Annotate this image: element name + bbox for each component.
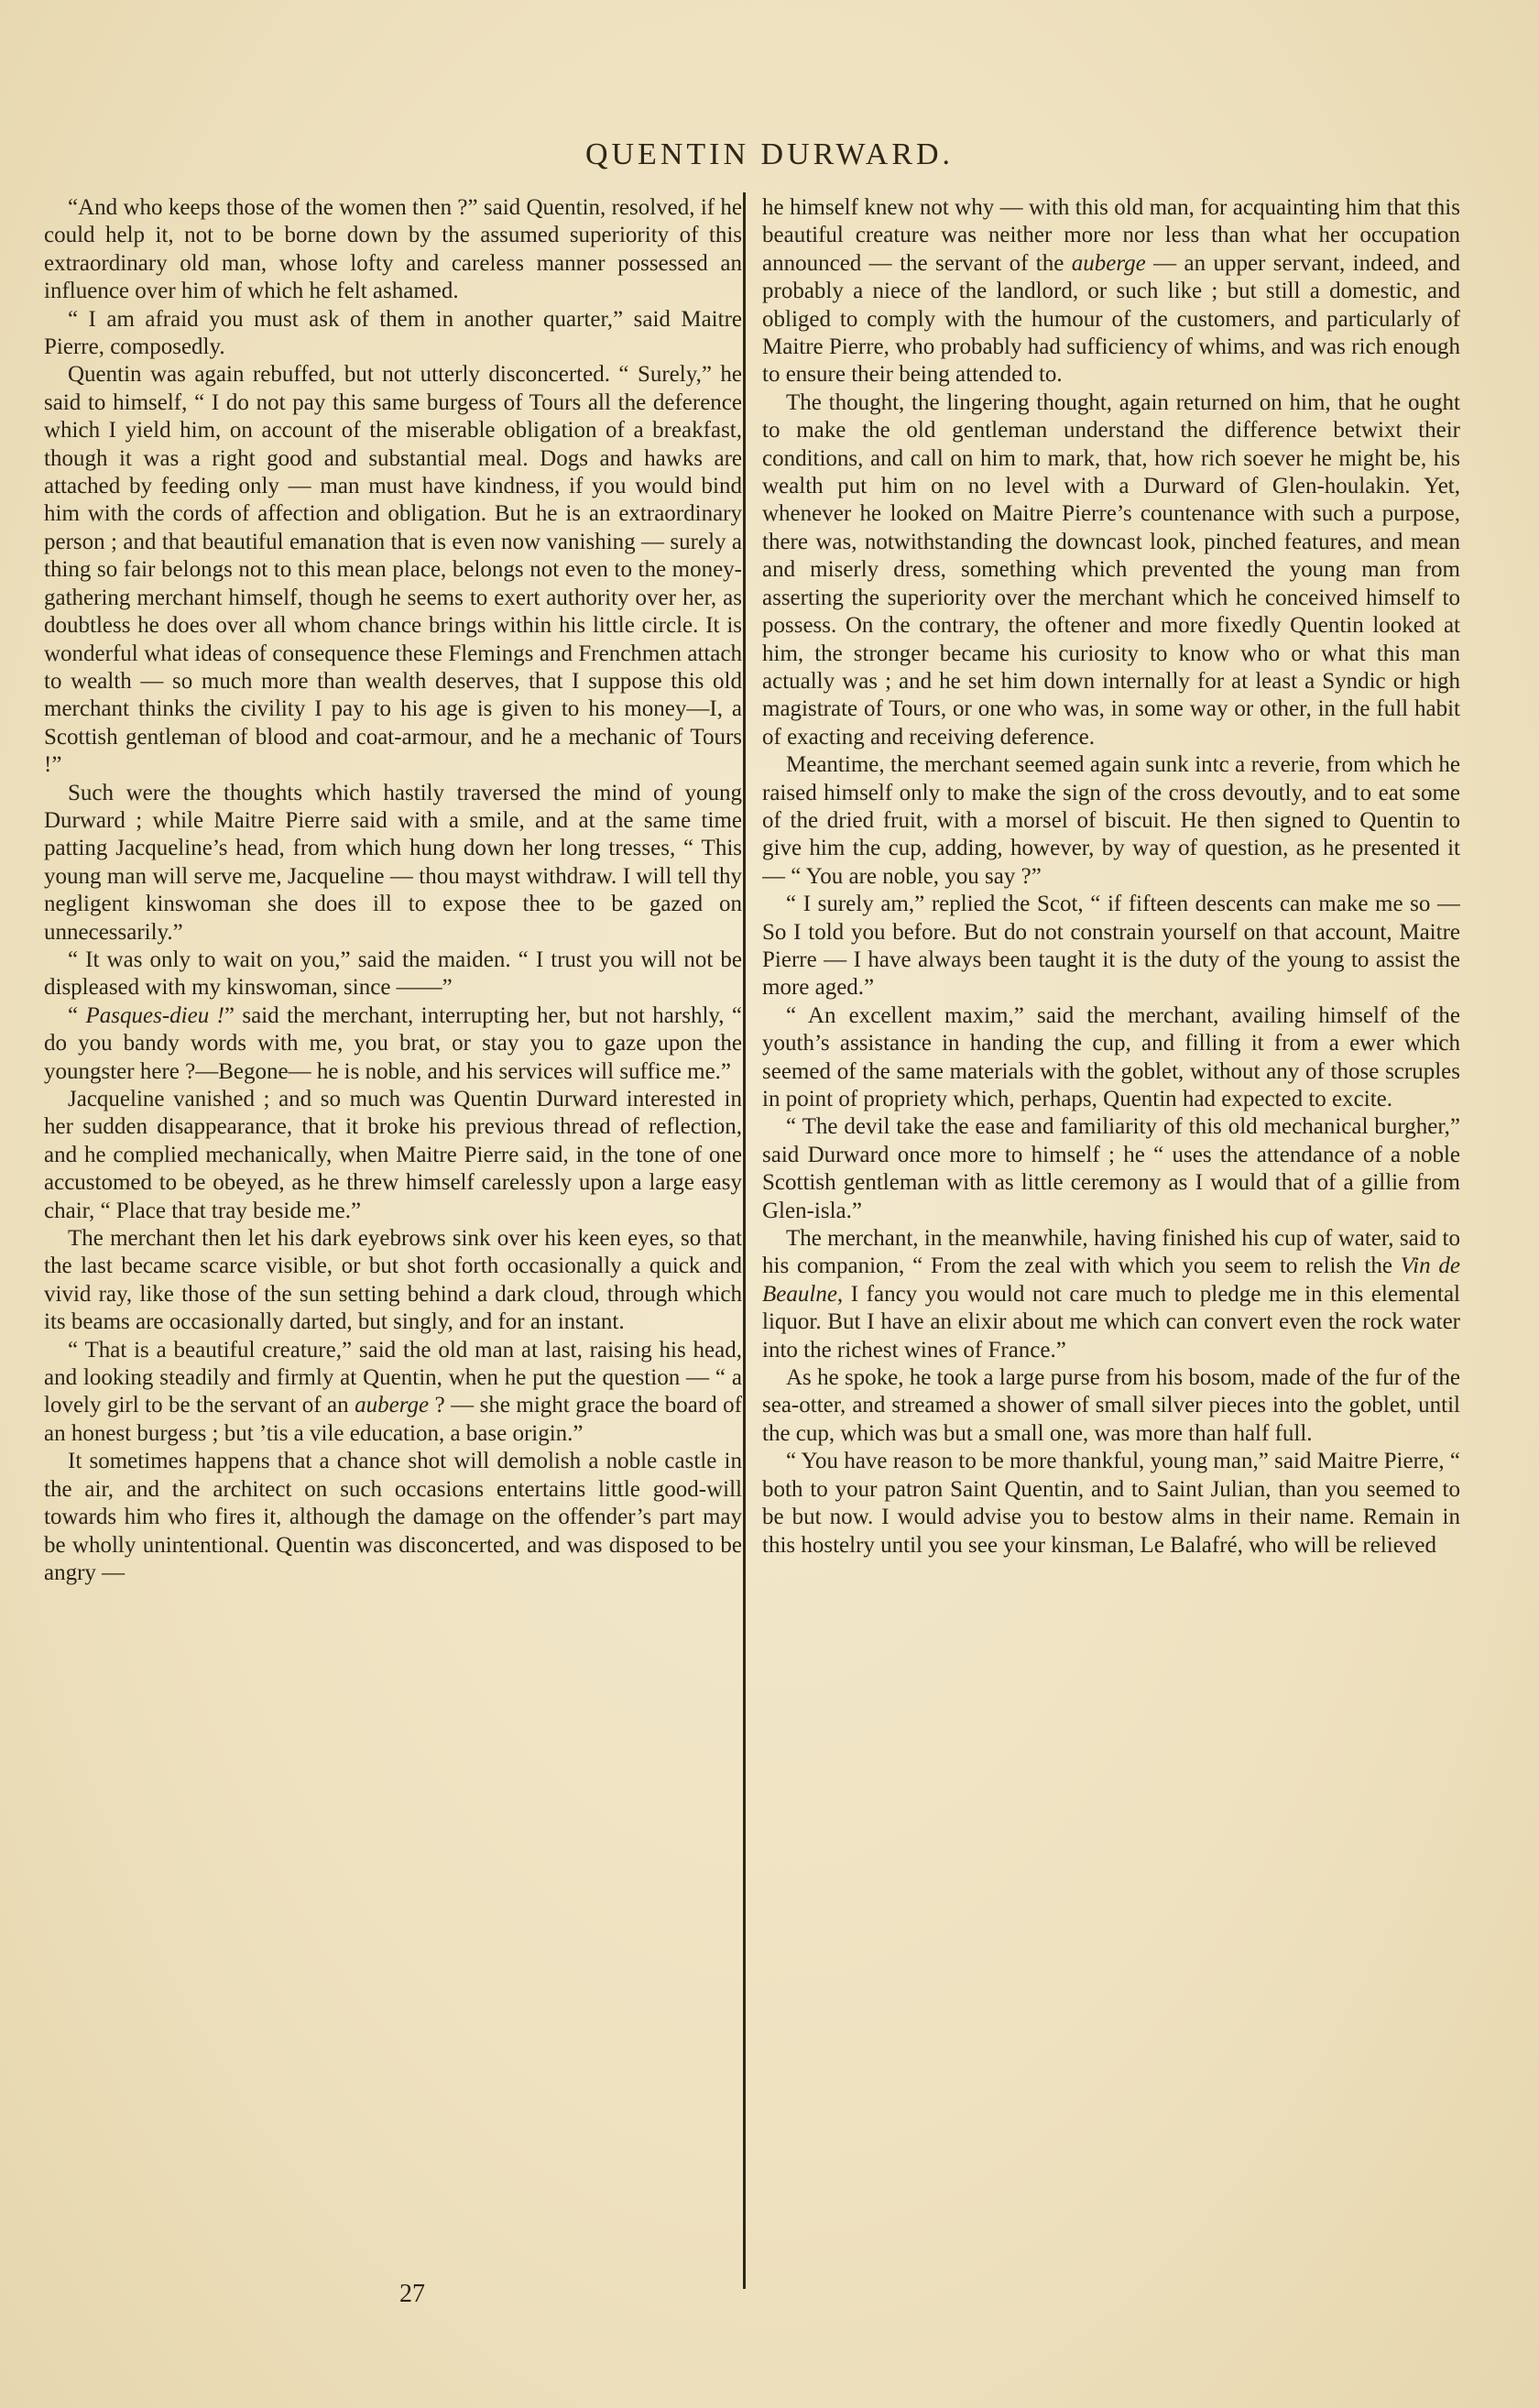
text-run: “ You have reason to be more thankful, young man,” said Maitre Pierre, “ both to your patron Saint Quentin, and to Saint Julian, than you seemed to be but now. I would advise you to bestow alms in their name. Remain in this hostelry until you see your kinsman, Le Balafré, who will be relieved	[762, 1449, 1460, 1558]
text-run: “And who keeps those of the women then ?” said Quentin, resolved, if he could help it, not to be borne down by the assumed superiority of this extraordinary old man, whose lofty and careless manner possessed an influence over him of which he felt ashamed.	[44, 195, 742, 304]
paragraph	[44, 1337, 742, 1449]
paragraph	[762, 1448, 1460, 1560]
text-run: — an upper servant, indeed, and probably a niece of the landlord, or such like ; but still a domestic, and obliged to comply with the humour of the customers, and particularly of Maitre Pierre, who probably had sufficiency of whims, and was rich enough to ensure their being attended to.	[762, 250, 1460, 388]
running-head: QUENTIN DURWARD.	[584, 137, 955, 171]
paragraph	[762, 1002, 1460, 1114]
text-run: ” said the merchant, interrupting her, but not harshly, “ do you bandy words with me, you brat, or stay you to gaze upon the youngster here ?—Begone— he is noble, and his services will suffice me.”	[44, 1002, 742, 1084]
text-run: “ It was only to wait on you,” said the maiden. “ I trust you will not be displeased with my kinswoman, since ——”	[44, 947, 742, 1001]
paragraph	[44, 1002, 742, 1086]
text-run: “ I surely am,” replied the Scot, “ if fifteen descents can make me so — So I told you before. But do not constrain yourself on that account, Maitre Pierre — I have always been taught it is the duty of the young to assist the more aged.”	[762, 892, 1460, 1001]
text-run: Jacqueline vanished ; and so much was Quentin Durward interested in her sudden disappearance, that it broke his previous thread of reflection, and he complied mechanically, when Maitre Pierre said, in the tone of one accustomed to be obeyed, as he threw himself carelessly upon a large easy chair, “ Place that tray beside me.”	[44, 1087, 742, 1223]
paragraph	[44, 780, 742, 947]
text-run: Meantime, the merchant seemed again sunk intc a reverie, from which he raised himself only to make the sign of the cross devoutly, and to eat some of the dried fruit, with a morsel of biscuit. He then signed to Quentin to give him the cup, adding, however, by way of question, as he presented it — “ You are noble, you say ?”	[762, 752, 1460, 889]
paragraph	[44, 306, 742, 362]
paragraph	[762, 1113, 1460, 1225]
paragraph	[762, 194, 1460, 389]
paragraph	[762, 389, 1460, 751]
paragraph	[762, 1225, 1460, 1364]
paragraph	[44, 1225, 742, 1337]
paragraph	[762, 751, 1460, 891]
text-run: The thought, the lingering thought, again returned on him, that he ought to make the old gentleman understand the difference betwixt their conditions, and call on him to mark, that, how rich soever he might be, his wealth put him on no level with a Durward of Glen-houlakin. Yet, whenever he looked on Maitre Pierre’s countenance with such a purpose, there was, notwithstanding the downcast look, pinched features, and mean and miserly dress, something which prevented the young man from asserting the superiority over the merchant which he conceived himself to possess. On the contrary, the oftener and more fixedly Quentin looked at him, the stronger became his curiosity to know who or what this man actually was ; and he set him down internally for at least a Syndic or high magistrate of Tours, or one who was, in some way or other, in the full habit of exacting and receiving deference.	[762, 389, 1460, 750]
paragraph	[762, 891, 1460, 1002]
left-column	[44, 194, 742, 2283]
paragraph	[44, 947, 742, 1002]
italic-text: auberge	[1071, 250, 1146, 276]
text-run: Such were the thoughts which hastily traversed the mind of young Durward ; while Maitre Pierre said with a smile, and at the same time patting Jacqueline’s head, from which hung down her long tresses, “ This young man will serve me, Jacqueline — thou mayst withdraw. I will tell thy negligent kinswoman she does ill to expose thee to be gazed on unnecessarily.”	[44, 780, 742, 945]
italic-text: auberge	[355, 1393, 430, 1418]
text-run: “	[68, 1002, 86, 1028]
italic-text: Vin de Beaulne	[762, 1253, 1460, 1307]
text-run: “ That is a beautiful creature,” said the old man at last, raising his head, and looking steadily and firmly at Quentin, when he put the question — “ a lovely girl to be the servant of an	[44, 1337, 742, 1418]
paragraph	[44, 1086, 742, 1225]
page-number: 27	[399, 2280, 425, 2308]
text-run: As he spoke, he took a large purse from his bosom, made of the fur of the sea-otter, and streamed a shower of small silver pieces into the goblet, until the cup, which was but a small one, was more than half full.	[762, 1365, 1460, 1446]
text-run: The merchant then let his dark eyebrows sink over his keen eyes, so that the last became scarce visible, or but shot forth occasionally a quick and vivid ray, like those of the sun setting behind a dark cloud, through which its beams are occasionally darted, but singly, and for an instant.	[44, 1226, 742, 1335]
column-rule	[743, 192, 746, 2289]
text-run: “ An excellent maxim,” said the merchant, availing himself of the youth’s assistance in handing the cup, and filling it from a ewer which seemed of the same materials with the goblet, without any of those scruples in point of propriety which, perhaps, Quentin had expected to excite.	[762, 1002, 1460, 1111]
right-column	[762, 194, 1460, 2283]
text-run: ? — she might grace the board of an honest burgess ; but ’tis a vile education, a base origin.”	[44, 1393, 742, 1446]
paragraph	[762, 1364, 1460, 1448]
text-run: Quentin was again rebuffed, but not utterly disconcerted. “ Surely,” he said to himself, “ I do not pay this same burgess of Tours all the deference which I yield him, on account of the miserable obligation of a breakfast, though it was a right good and substantial meal. Dogs and hawks are attached by feeding only — man must have kindness, if you would bind him with the cords of affection and obligation. But he is an extraordinary person ; and that beautiful emanation that is even now vanishing — surely a thing so fair belongs not to this mean place, belongs not even to the money-gathering merchant himself, though he seems to exert authority over her, as doubtless he does over all whom chance brings within his little circle. It is wonderful what ideas of consequence these Flemings and Frenchmen attach to wealth — so much more than wealth deserves, that I suppose this old merchant thinks the civility I pay to his age is given to his money—I, a Scottish gentleman of blood and coat-armour, and he a mechanic of Tours !”	[44, 362, 742, 778]
text-run: “ I am afraid you must ask of them in another quarter,” said Maitre Pierre, composedly.	[44, 306, 742, 360]
text-run: “ The devil take the ease and familiarity of this old mechanical burgher,” said Durward once more to himself ; he “ uses the attendance of a noble Scottish gentleman with as little ceremony as I would that of a gillie from Glen-isla.”	[762, 1114, 1460, 1223]
paragraph	[44, 1448, 742, 1587]
text-run: , I fancy you would not care much to pledge me in this elemental liquor. But I have an elixir about me which can convert even the rock water into the richest wines of France.”	[762, 1281, 1460, 1363]
paragraph	[44, 194, 742, 306]
text-run: It sometimes happens that a chance shot will demolish a noble castle in the air, and the architect on such occasions entertains little good-will towards him who fires it, although the damage on the offender’s part may be wholly unintentional. Quentin was disconcerted, and was disposed to be angry —	[44, 1449, 742, 1585]
italic-text: Pasques-dieu !	[85, 1002, 224, 1028]
paragraph	[44, 361, 742, 779]
text-run: The merchant, in the meanwhile, having finished his cup of water, said to his companion, “ From the zeal with which you seem to relish the	[762, 1226, 1460, 1279]
text-run: he himself knew not why — with this old man, for acquainting him that this beautiful creature was neither more nor less than what her occupation announced — the servant of the	[762, 195, 1460, 276]
